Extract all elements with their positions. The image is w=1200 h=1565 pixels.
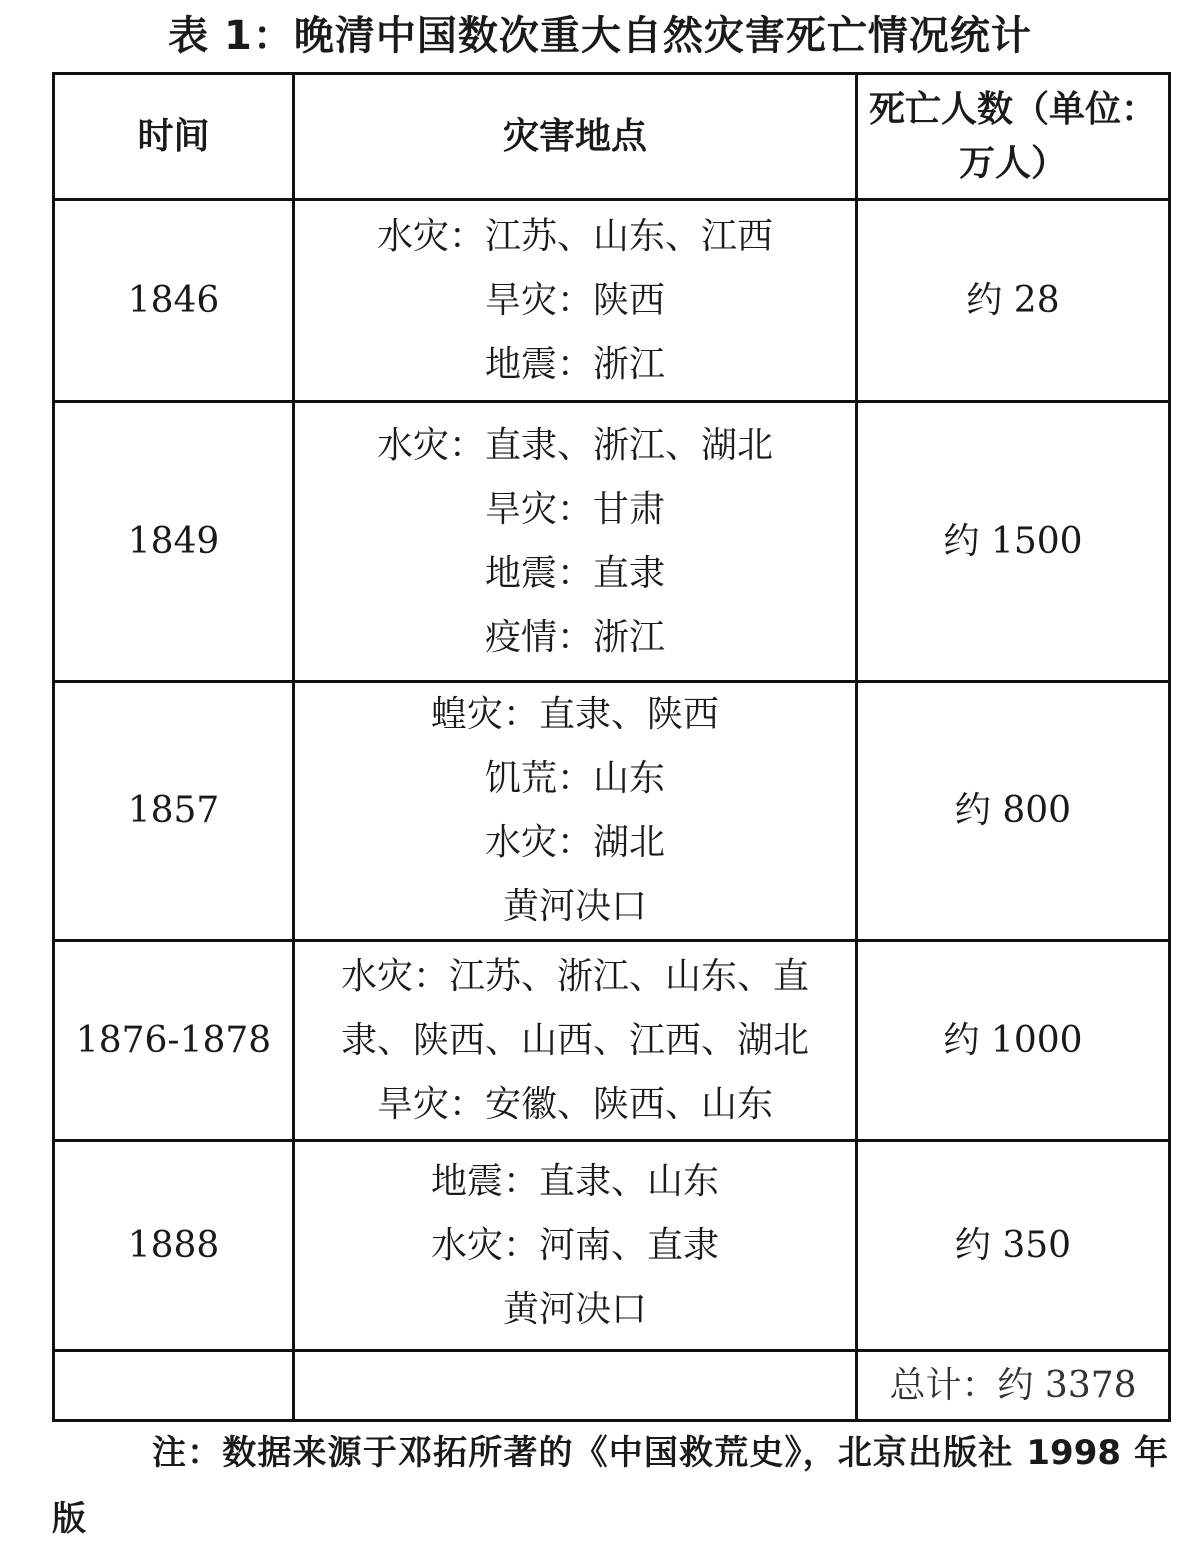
place-line: 水灾：江苏、山东、江西: [376, 215, 773, 257]
place-line: 旱灾：甘肃: [484, 488, 665, 530]
place-line: 黄河决口: [502, 1288, 647, 1330]
cell-places: [294, 682, 857, 941]
cell-deaths: 约 28: [857, 200, 1170, 402]
place-line: 隶、陕西、山西、江西、湖北: [340, 1019, 809, 1061]
place-line: 水灾：直隶、浙江、湖北: [376, 424, 773, 466]
place-line: 黄河决口: [502, 886, 647, 927]
place-line: 旱灾：陕西: [484, 279, 665, 321]
cell-deaths: 约 350: [857, 1141, 1170, 1351]
place-line: 水灾：河南、直隶: [430, 1224, 719, 1266]
table-row: [54, 1141, 1170, 1351]
place-line: 地震：浙江: [484, 343, 665, 385]
cell-time: 1857: [54, 682, 294, 941]
cell-deaths: 约 1500: [857, 402, 1170, 682]
disaster-death-table: [52, 72, 1171, 1422]
source-note: 注：数据来源于邓拓所著的《中国救荒史》，北京出版社 1998 年版: [52, 1433, 1168, 1539]
place-line: 地震：直隶、山东: [430, 1160, 719, 1202]
cell-places: [294, 1141, 857, 1351]
place-line: 饥荒：山东: [484, 758, 665, 799]
cell-deaths: 约 800: [857, 682, 1170, 941]
total-row: [54, 1351, 1170, 1421]
cell-time: 1876-1878: [54, 941, 294, 1141]
place-line: 水灾：湖北: [484, 822, 665, 863]
cell-deaths: 约 1000: [857, 941, 1170, 1141]
table-row: [54, 402, 1170, 682]
place-line: 疫情：浙江: [484, 616, 665, 658]
header-time: 时间: [54, 74, 294, 200]
total-cell: 总计：约 3378: [857, 1351, 1170, 1421]
place-line: 旱灾：安徽、陕西、山东: [376, 1083, 773, 1125]
cell-places: [294, 200, 857, 402]
cell-time: 1849: [54, 402, 294, 682]
cell-places: [294, 941, 857, 1141]
cell-time: 1888: [54, 1141, 294, 1351]
empty-cell: [294, 1351, 857, 1421]
header-deaths: 死亡人数（单位：万人）: [857, 74, 1170, 200]
table-row: [54, 682, 1170, 941]
place-line: 蝗灾：直隶、陕西: [430, 694, 719, 735]
empty-cell: [54, 1351, 294, 1421]
place-line: 水灾：江苏、浙江、山东、直: [340, 955, 809, 997]
table-header-row: [54, 74, 1170, 200]
table-row: [54, 941, 1170, 1141]
header-place: 灾害地点: [294, 74, 857, 200]
cell-places: [294, 402, 857, 682]
table-title: 表 1：晚清中国数次重大自然灾害死亡情况统计: [168, 13, 1032, 59]
cell-time: 1846: [54, 200, 294, 402]
table-row: [54, 200, 1170, 402]
place-line: 地震：直隶: [484, 552, 665, 594]
